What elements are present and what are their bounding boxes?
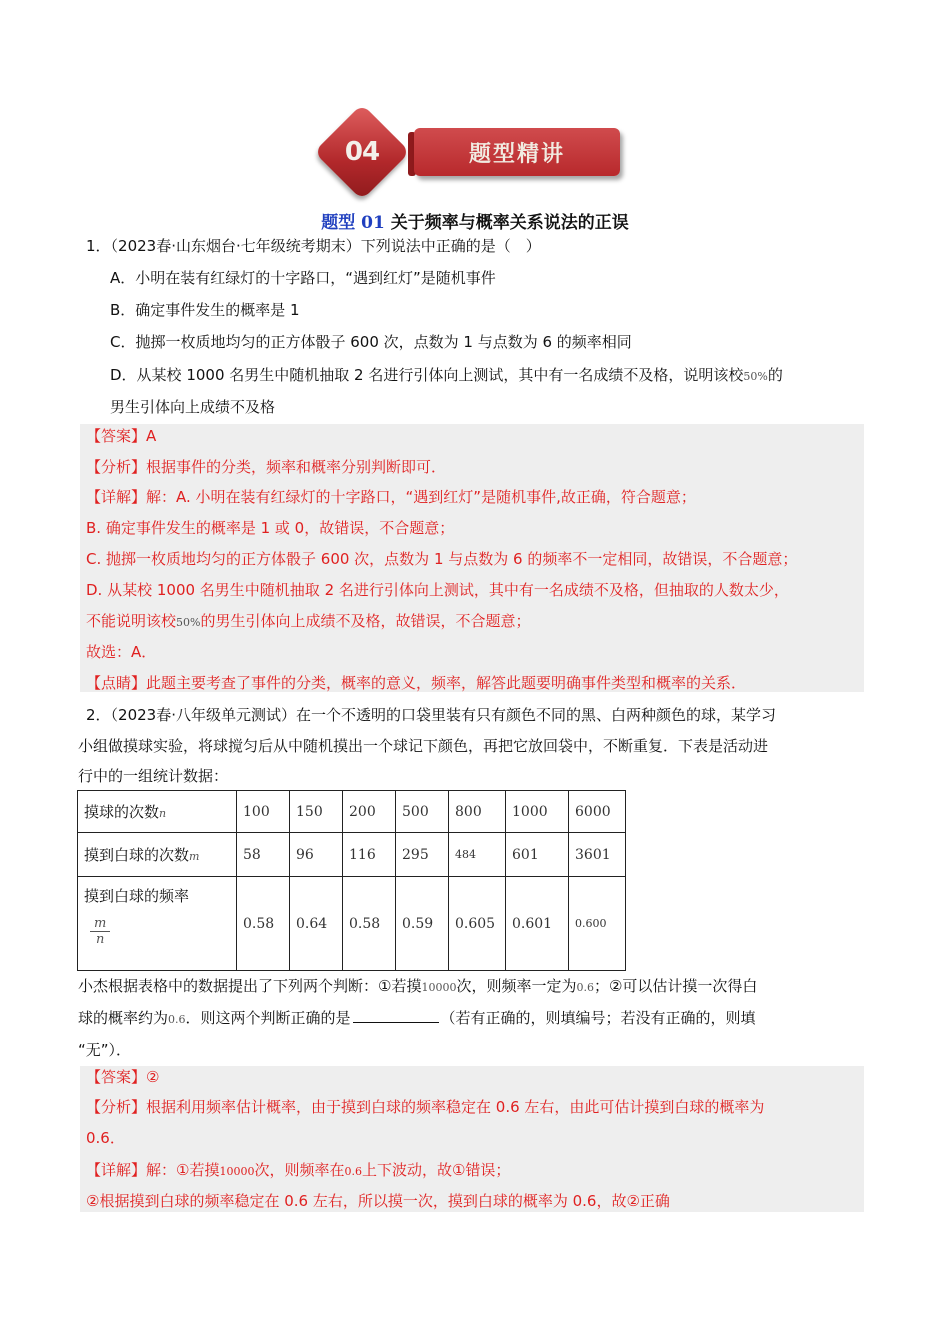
q2-detail-1-text-b: 次，则频率在: [254, 1161, 345, 1179]
section-title: [0, 208, 950, 233]
q2-judge-text-b: 次，则频率一定为: [456, 977, 577, 995]
row-label-freq: [78, 877, 237, 971]
q2-detail-2: ②根据摸到白球的频率稳定在 0.6 左右，所以摸一次，摸到白球的概率为 0.6，故②正确: [86, 1192, 670, 1210]
q2-judge-text-c: ；②可以估计摸一次得白: [593, 977, 758, 995]
q2-detail-count: 10000: [219, 1165, 255, 1178]
q1-detail-d2-text: 不能说明该校: [86, 612, 177, 630]
table-cell: 96: [290, 833, 343, 877]
table-row: [78, 877, 626, 971]
q1-detail-percent: 50%: [176, 616, 201, 629]
section-prefix: 题型: [321, 213, 356, 233]
q2-detail-1-text-a: 【详解】解：①若摸: [86, 1161, 220, 1179]
table-cell: 150: [290, 791, 343, 833]
q2-judge2-text-b: ．则这两个判断正确的是: [185, 1009, 351, 1027]
q2-detail-1-text-c: 上下波动，故①错误；: [361, 1161, 511, 1179]
q2-judge-text-a: 小杰根据表格中的数据提出了下列两个判断：①若摸: [78, 977, 422, 995]
q1-stem: 1．（2023春·山东烟台·七年级统考期末）下列说法中正确的是（ ）: [86, 237, 541, 255]
q2-stem-1: 2．（2023春·八年级单元测试）在一个不透明的口袋里装有只有颜色不同的黑、白两种颜色的球，某学习: [86, 706, 776, 724]
table-cell: 58: [237, 833, 290, 877]
q1-choice: 故选：A．: [86, 643, 157, 661]
q2-judgement-2: [78, 1007, 756, 1031]
row-label-draws-text: 摸球的次数: [84, 803, 160, 821]
var-m: m: [189, 850, 200, 863]
q2-answer: 【答案】②: [86, 1068, 160, 1086]
q1-analysis: 【分析】根据事件的分类，频率和概率分别判断即可．: [86, 458, 447, 476]
table-cell: 200: [343, 791, 396, 833]
q2-analysis-1: 【分析】根据利用频率估计概率，由于摸到白球的频率稳定在 0.6 左右，由此可估计摸到白球的概率为: [86, 1098, 765, 1116]
row-label-draws: [78, 791, 237, 833]
stats-table: [77, 790, 626, 971]
table-cell: 100: [237, 791, 290, 833]
q2-answer-box: [80, 1066, 864, 1212]
table-cell: 0.601: [506, 877, 569, 971]
q2-judge-count: 10000: [421, 981, 457, 994]
banner-number: 04: [344, 137, 380, 167]
q1-detail-b: B. 确定事件发生的概率是 1 或 0，故错误，不合题意；: [86, 519, 455, 537]
table-cell: 0.600: [569, 877, 626, 971]
q2-judge2-value: 0.6: [168, 1013, 186, 1026]
q2-detail-1: [86, 1159, 510, 1183]
table-cell: 484: [449, 833, 506, 877]
q2-analysis-2: 0.6．: [86, 1129, 125, 1147]
q1-option-c: C．抛掷一枚质地均匀的正方体骰子 600 次，点数为 1 与点数为 6 的频率相同: [110, 333, 632, 351]
table-cell: 6000: [569, 791, 626, 833]
q2-judgement-1: [78, 975, 757, 999]
table-cell: 3601: [569, 833, 626, 877]
table-cell: 800: [449, 791, 506, 833]
table-cell: 295: [396, 833, 449, 877]
table-cell: 0.58: [237, 877, 290, 971]
q1-answer-box: [80, 424, 864, 692]
var-n: n: [159, 807, 167, 820]
table-row: [78, 833, 626, 877]
table-cell: 116: [343, 833, 396, 877]
row-label-white: [78, 833, 237, 877]
table-cell: 0.64: [290, 877, 343, 971]
q1-detail-c: C. 抛掷一枚质地均匀的正方体骰子 600 次，点数为 1 与点数为 6 的频率不一定相同，故错误，不合题意；: [86, 550, 798, 568]
q2-judge2-text-a: 球的概率约为: [78, 1009, 169, 1027]
q2-stem-2: 小组做摸球实验，将球搅匀后从中随机摸出一个球记下颜色，再把它放回袋中，不断重复．下表是活动进: [78, 737, 769, 755]
q1-option-d-percent: 50%: [743, 370, 768, 383]
table-cell: 0.59: [396, 877, 449, 971]
q2-detail-value: 0.6: [344, 1165, 362, 1178]
q1-detail-d-cont: [86, 610, 530, 634]
table-cell: 601: [506, 833, 569, 877]
section-banner: [322, 118, 628, 192]
q1-detail-a: 【详解】解：A. 小明在装有红绿灯的十字路口，“遇到红灯”是随机事件,故正确，符合题意；: [86, 488, 696, 506]
row-label-freq-text: 摸到白球的频率: [84, 887, 190, 905]
q2-judge-value: 0.6: [576, 981, 594, 994]
q1-detail-d: D. 从某校 1000 名男生中随机抽取 2 名进行引体向上测试，其中有一名成绩不及格，但抽取的人数太少，: [86, 581, 789, 599]
table-row: [78, 791, 626, 833]
q1-option-a: A．小明在装有红绿灯的十字路口，“遇到红灯”是随机事件: [110, 269, 496, 287]
fraction-m-over-n: [90, 916, 110, 947]
section-title-text: 关于频率与概率关系说法的正误: [390, 213, 629, 233]
q2-judgement-3: “无”）．: [78, 1041, 132, 1059]
q1-comment: 【点睛】此题主要考查了事件的分类，概率的意义，频率，解答此题要明确事件类型和概率的关系．: [86, 674, 747, 692]
fraction-denominator: n: [95, 932, 105, 947]
q1-option-d-cont: 男生引体向上成绩不及格: [110, 398, 276, 416]
answer-blank[interactable]: [353, 1008, 439, 1023]
q1-option-d-text: D．从某校 1000 名男生中随机抽取 2 名进行引体向上测试，其中有一名成绩不及格，说明该校: [110, 366, 744, 384]
section-number: 01: [361, 213, 385, 233]
fraction-numerator: m: [90, 916, 110, 932]
table-cell: 500: [396, 791, 449, 833]
q2-stem-3: 行中的一组统计数据：: [78, 767, 229, 785]
q1-option-d-text-2: 的: [767, 366, 783, 384]
table-cell: 0.605: [449, 877, 506, 971]
q1-answer: 【答案】A: [86, 427, 157, 445]
q1-option-b: B．确定事件发生的概率是 1: [110, 301, 300, 319]
q1-detail-d2-text-2: 的男生引体向上成绩不及格，故错误，不合题意；: [200, 612, 531, 630]
table-cell: 1000: [506, 791, 569, 833]
row-label-white-text: 摸到白球的次数: [84, 846, 190, 864]
table-cell: 0.58: [343, 877, 396, 971]
q2-judge2-text-c: （若有正确的，则填编号；若没有正确的，则填: [440, 1009, 756, 1027]
q1-option-d: [110, 364, 783, 388]
banner-label: 题型精讲: [414, 128, 620, 176]
